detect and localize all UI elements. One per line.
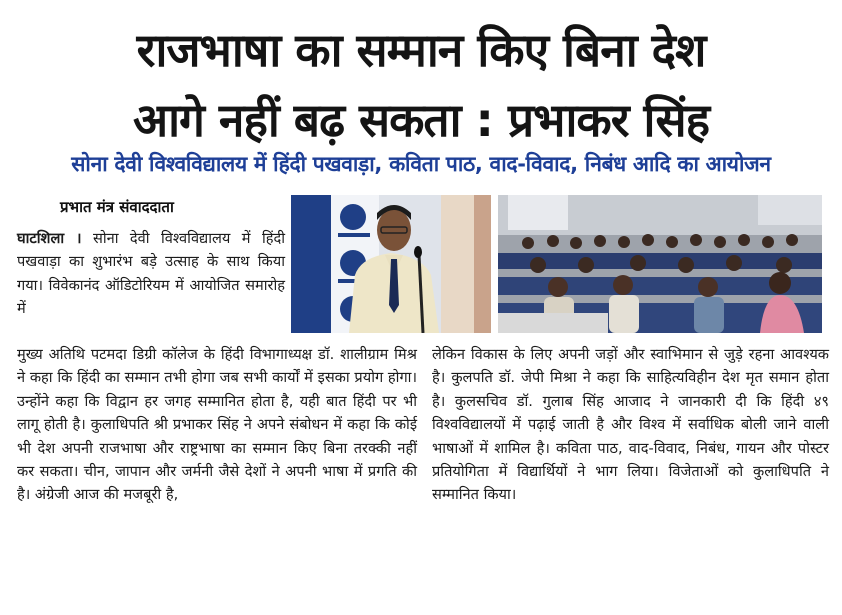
article-right-column: लेकिन विकास के लिए अपनी जड़ों और स्वाभिमान से जुड़े रहना आवश्यक है। कुलपति डॉ. जेपी मिश्रा ने कहा कि साहित्यविहीन देश मृत समान होता है। कुलसचिव डॉ. गुलाब सिंह आजाद ने जानकारी दी कि हिंदी ४९ विश्वविद्यालयों में पढ़ाई जाती है और विश्व में सर्वाधिक बोली जाने वाली भाषाओं में शामिल है। कविता पाठ, वाद-विवाद, निबंध, गायन और पोस्टर प्रतियोगिता में विद्यार्थियों ने भाग लिया। विजेताओं को कुलाधिपति ने सम्मानित किया। [432, 346, 829, 504]
audience-photo [498, 195, 822, 333]
subheading: सोना देवी विश्वविद्यालय में हिंदी पखवाड़ा, कविता पाठ, वाद-विवाद, निबंध आदि का आयोजन [71, 152, 771, 176]
byline: प्रभात मंत्र संवाददाता [60, 198, 174, 216]
article-left-column: मुख्य अतिथि पटमदा डिग्री कॉलेज के हिंदी विभागाध्यक्ष डॉ. शालीग्राम मिश्र ने कहा कि हिंदी का सम्मान तभी होगा जब सभी कार्यों में इसका प्रयोग होगा। उन्होंने कहा कि विद्वान हर जगह सम्मानित होता है, यही बात हिंदी पर भी लागू होती है। कुलाधिपति श्री प्रभाकर सिंह ने अपने संबोधन में कहा कि कोई भी देश अपनी राजभाषा और राष्ट्रभाषा का सम्मान किए बिना तरक्की नहीं कर सकता। चीन, जापान और जर्मनी जैसे देशों ने अपनी भाषा में प्रगति की है। अंग्रेजी आज की मजबूरी है, [17, 346, 417, 504]
article-intro-paragraph [17, 227, 285, 321]
audience-photo-image [498, 195, 822, 333]
speaker-photo [291, 195, 491, 333]
headline-line-2: आगे नहीं बढ़ सकता : प्रभाकर सिंह [133, 93, 709, 147]
article-intro-text: सोना देवी विश्वविद्यालय में हिंदी पखवाड़ा का शुभारंभ बड़े उत्साह के साथ किया गया। विवेकानंद ऑडिटोरियम में आयोजित समारोह में [17, 230, 286, 318]
headline-line-1: राजभाषा का सम्मान किए बिना देश [136, 23, 706, 77]
speaker-photo-image [291, 195, 491, 333]
dateline: घाटशिला । [17, 230, 82, 247]
